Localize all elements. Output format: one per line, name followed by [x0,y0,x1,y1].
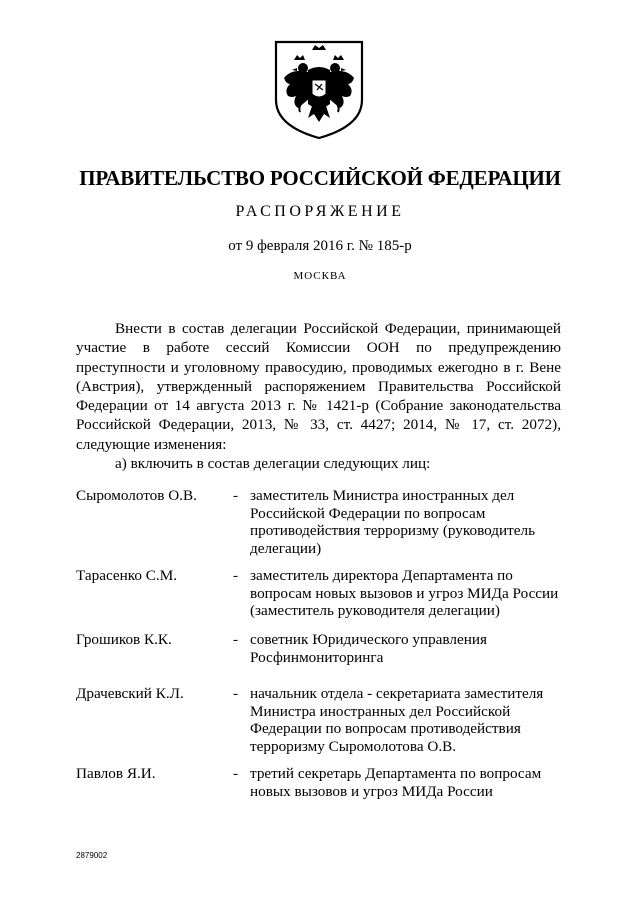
delegation-members-list [76,487,566,845]
member-role: третий секретарь Департамента по вопросам новых вызовов и угроз МИДа России [250,765,542,800]
member-dash: - [233,685,239,702]
member-dash: - [233,631,239,648]
main-paragraph: Внести в состав делегации Российской Федерации, принимающей участие в работе сессий Комиссии ООН по предупреждению преступности и уголовному правосудию, проводимых ежегодно в г. Вене (Австрия), утвержденный распоряжением Правительства Российской Федерации от 14 августа 2013 г. № 1421-р (Собрание законодательства Российской Федерации, 2013, № 33, ст. 4427; 2014, № 17, ст. 2072), следующие изменения: [76,320,561,453]
document-type: РАСПОРЯЖЕНИЕ [235,203,405,220]
coat-of-arms-icon [270,38,368,142]
document-code: 2879002 [76,851,108,860]
member-name: Сыромолотов О.В. [76,487,197,504]
member-role: заместитель Министра иностранных дел Российской Федерации по вопросам противодействия терроризму (руководитель делегации) [250,487,536,557]
member-dash: - [233,567,239,584]
member-row [76,631,566,685]
member-row [76,567,566,631]
document-date-number: от 9 февраля 2016 г. № 185-р [228,238,412,254]
member-role: заместитель директора Департамента по вопросам новых вызовов и угроз МИДа России (заместитель руководителя делегации) [250,567,559,619]
member-name: Тарасенко С.М. [76,567,177,584]
item-a: а) включить в состав делегации следующих лиц: [115,455,431,473]
member-role: начальник отдела - секретариата заместителя Министра иностранных дел Российской Федерации по вопросам противодействия терроризму Сыромолотова О.В. [250,685,544,755]
document-city: МОСКВА [293,270,347,282]
member-dash: - [233,765,239,782]
member-role: советник Юридического управления Росфинмониторинга [250,631,487,666]
member-row [76,685,566,765]
member-name: Драчевский К.Л. [76,685,184,702]
member-name: Павлов Я.И. [76,765,156,782]
member-name: Грошиков К.К. [76,631,172,648]
order-body [76,319,561,473]
member-row [76,487,566,567]
government-title: ПРАВИТЕЛЬСТВО РОССИЙСКОЙ ФЕДЕРАЦИИ [79,166,561,190]
member-dash: - [233,487,239,504]
member-row [76,765,566,845]
